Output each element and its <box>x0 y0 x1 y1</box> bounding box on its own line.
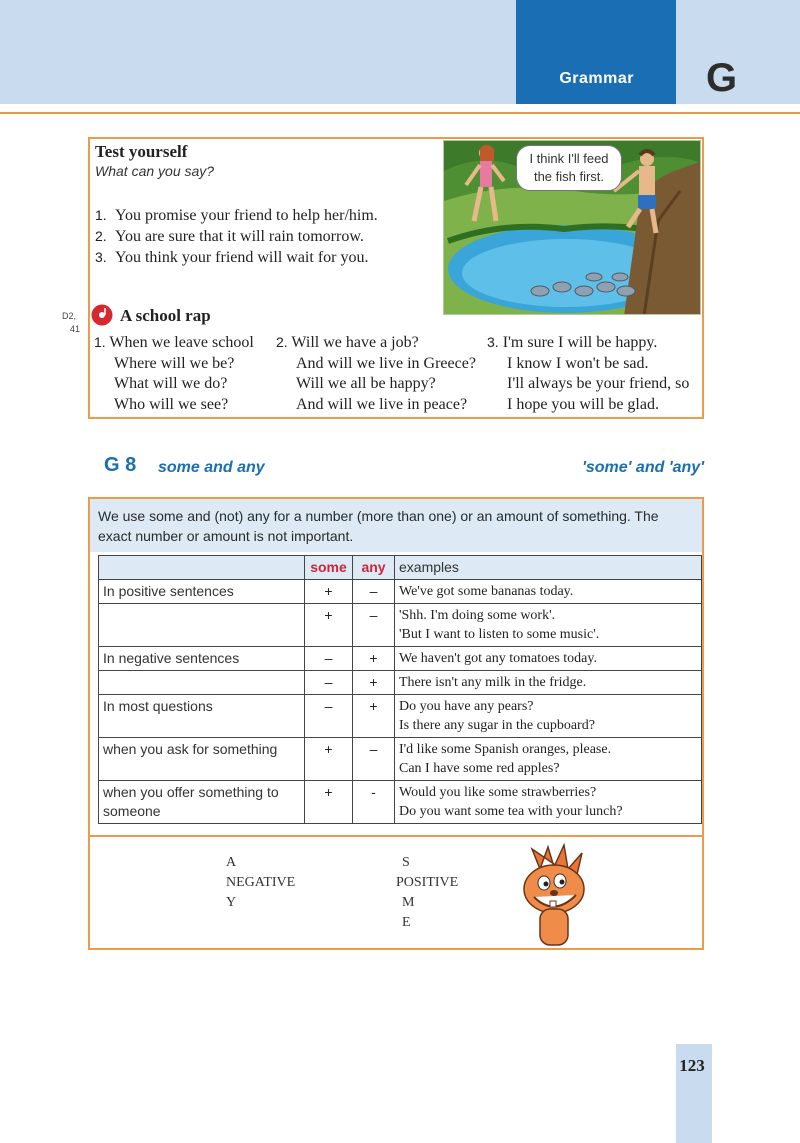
page-number: 123 <box>679 1056 705 1075</box>
table-header-cell: examples <box>395 556 702 580</box>
test-yourself-list <box>95 205 378 268</box>
letter-tab <box>676 0 800 104</box>
table-divider <box>90 835 702 837</box>
rap-title: A school rap <box>120 306 211 325</box>
section-label: Grammar <box>559 70 634 87</box>
test-yourself-title: Test yourself <box>95 142 188 161</box>
pond-illustration <box>443 140 701 315</box>
table-row: – + There isn't any milk in the fridge. <box>99 671 702 695</box>
table-row: In negative sentences – + We haven't got any tomatoes today. <box>99 647 702 671</box>
audio-cd-icon[interactable] <box>91 304 113 326</box>
header-divider <box>0 112 800 114</box>
table-row: when you offer something to someone + - Would you like some strawberries? Do you want some tea with your lunch? <box>99 781 702 824</box>
mnemonic-any: A NEGATIVE Y <box>226 855 296 910</box>
rap-verse: 2. Will we have a job? And will we live in Greece? Will we all be happy? And will we live in peace? <box>276 334 476 413</box>
section-letter: G <box>706 56 738 100</box>
test-yourself-box <box>88 137 704 419</box>
mnemonic-some: S POSITIVE M E <box>396 855 459 930</box>
table-header-cell <box>99 556 305 580</box>
table-row: In positive sentences + – We've got some bananas today. <box>99 580 702 604</box>
grammar-table <box>98 555 702 824</box>
audio-track-ref: 41 <box>70 324 81 334</box>
audio-track-ref: D2, <box>62 311 77 321</box>
table-header-row <box>99 556 702 580</box>
section-right-title: 'some' and 'any' <box>582 459 704 476</box>
section-tab <box>516 0 676 104</box>
table-row: when you ask for something + – I'd like some Spanish oranges, please. Can I have some red apples? <box>99 738 702 781</box>
table-row: + – 'Shh. I'm doing some work'. 'But I want to listen to some music'. <box>99 604 702 647</box>
section-code: G 8 <box>104 454 137 476</box>
rap-verse: 1. When we leave school Where will we be? What will we do? Who will we see? <box>94 334 254 413</box>
grammar-box <box>88 497 704 950</box>
test-yourself-subtitle: What can you say? <box>95 163 215 179</box>
list-item: 1. You promise your friend to help her/him. <box>95 207 378 224</box>
table-header-cell: any <box>353 556 395 580</box>
table-row: In most questions – + Do you have any pears? Is there any sugar in the cupboard? <box>99 695 702 738</box>
list-item: 2. You are sure that it will rain tomorrow. <box>95 228 364 245</box>
speech-bubble: I think I'll feed the fish first. <box>516 145 622 191</box>
list-item: 3. You think your friend will wait for you. <box>95 249 369 266</box>
grammar-intro: We use some and (not) any for a number (more than one) or an amount of something. The exact number or amount is not important. <box>90 499 702 552</box>
table-header-cell: some <box>305 556 353 580</box>
rap-verse: 3. I'm sure I will be happy. I know I won't be sad. I'll always be your friend, so I hope you will be glad. <box>487 334 690 413</box>
section-topic: some and any <box>158 459 265 476</box>
squirrel-mascot-icon <box>510 839 596 947</box>
